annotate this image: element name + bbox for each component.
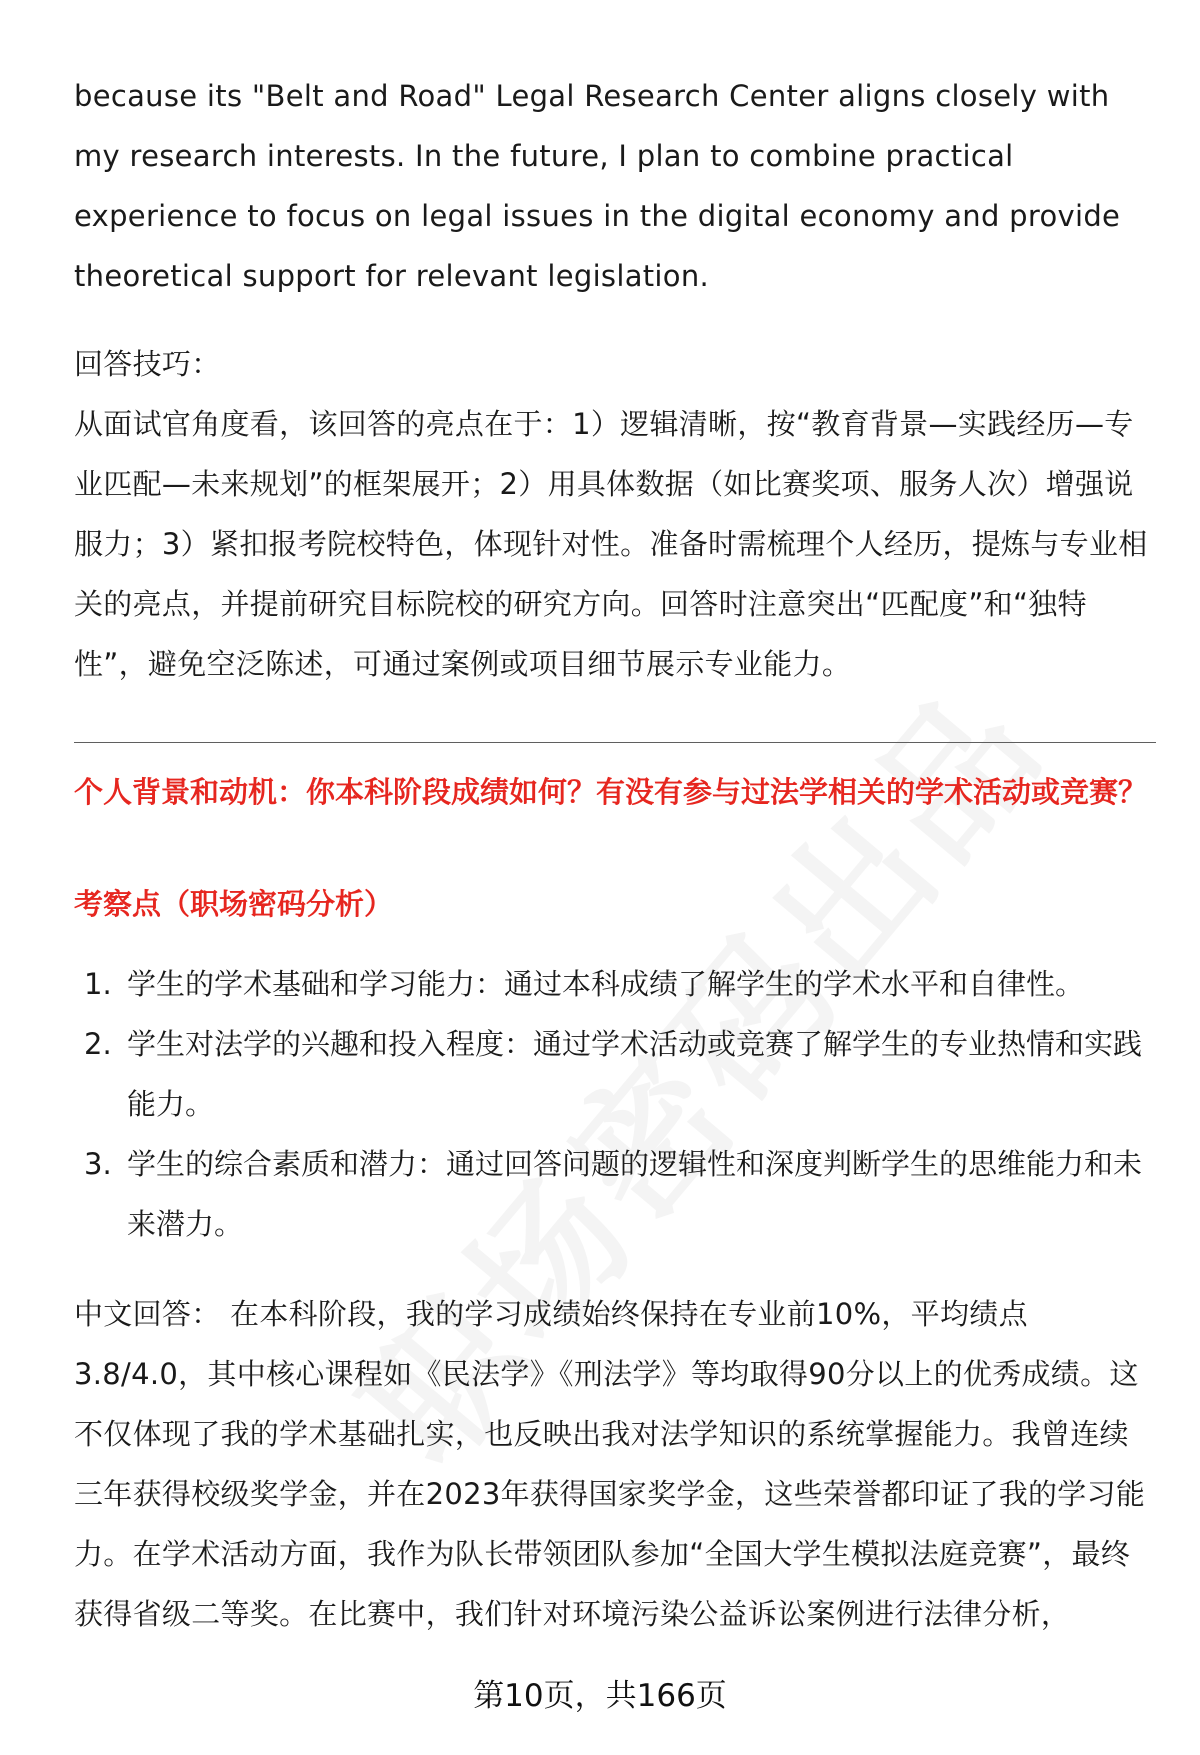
english-answer-paragraph: because its "Belt and Road" Legal Research Center aligns closely with my research interests. In the future, I plan to combine practical experience to focus on legal issues in the digital economy and provide theoretical support for relevant legislation. (74, 79, 1121, 293)
list-item-text: 学生的学术基础和学习能力：通过本科成绩了解学生的学术水平和自律性。 (127, 967, 1085, 1001)
list-item (74, 1014, 1164, 1134)
section-divider (74, 742, 1156, 743)
question-title: 个人背景和动机：你本科阶段成绩如何？有没有参与过法学相关的学术活动或竞赛？ (74, 775, 1148, 809)
focus-list (74, 954, 1164, 1254)
list-item-number: 1. (84, 967, 112, 1001)
list-item-text: 学生对法学的兴趣和投入程度：通过学术活动或竞赛了解学生的专业热情和实践能力。 (127, 1027, 1143, 1121)
page-number: 第10页，共166页 (473, 1678, 727, 1714)
list-item-text: 学生的综合素质和潜力：通过回答问题的逻辑性和深度判断学生的思维能力和未来潜力。 (127, 1147, 1143, 1241)
list-item (74, 1134, 1164, 1254)
tips-label: 回答技巧： (74, 347, 221, 381)
tips-paragraph: 从面试官角度看，该回答的亮点在于：1）逻辑清晰，按“教育背景—实践经历—专业匹配—未来规划”的框架展开；2）用具体数据（如比赛奖项、服务人次）增强说服力；3）紧扣报考院校特色，体现针对性。准备时需梳理个人经历，提炼与专业相关的亮点，并提前研究目标院校的研究方向。回答时注意突出“匹配度”和“独特性”，避免空泛陈述，可通过案例或项目细节展示专业能力。 (74, 407, 1148, 681)
list-item-number: 3. (84, 1147, 112, 1181)
list-item (74, 954, 1164, 1014)
chinese-answer-paragraph: 中文回答： 在本科阶段，我的学习成绩始终保持在专业前10%，平均绩点3.8/4.0，其中核心课程如《民法学》《刑法学》等均取得90分以上的优秀成绩。这不仅体现了我的学术基础扎实，也反映出我对法学知识的系统掌握能力。我曾连续三年获得校级奖学金，并在2023年获得国家奖学金，这些荣誉都印证了我的学习能力。在学术活动方面，我作为队长带领团队参加“全国大学生模拟法庭竞赛”，最终获得省级二等奖。在比赛中，我们针对环境污染公益诉讼案例进行法律分析， (74, 1297, 1146, 1631)
list-item-number: 2. (84, 1027, 112, 1061)
focus-heading: 考察点（职场密码分析） (74, 887, 394, 921)
